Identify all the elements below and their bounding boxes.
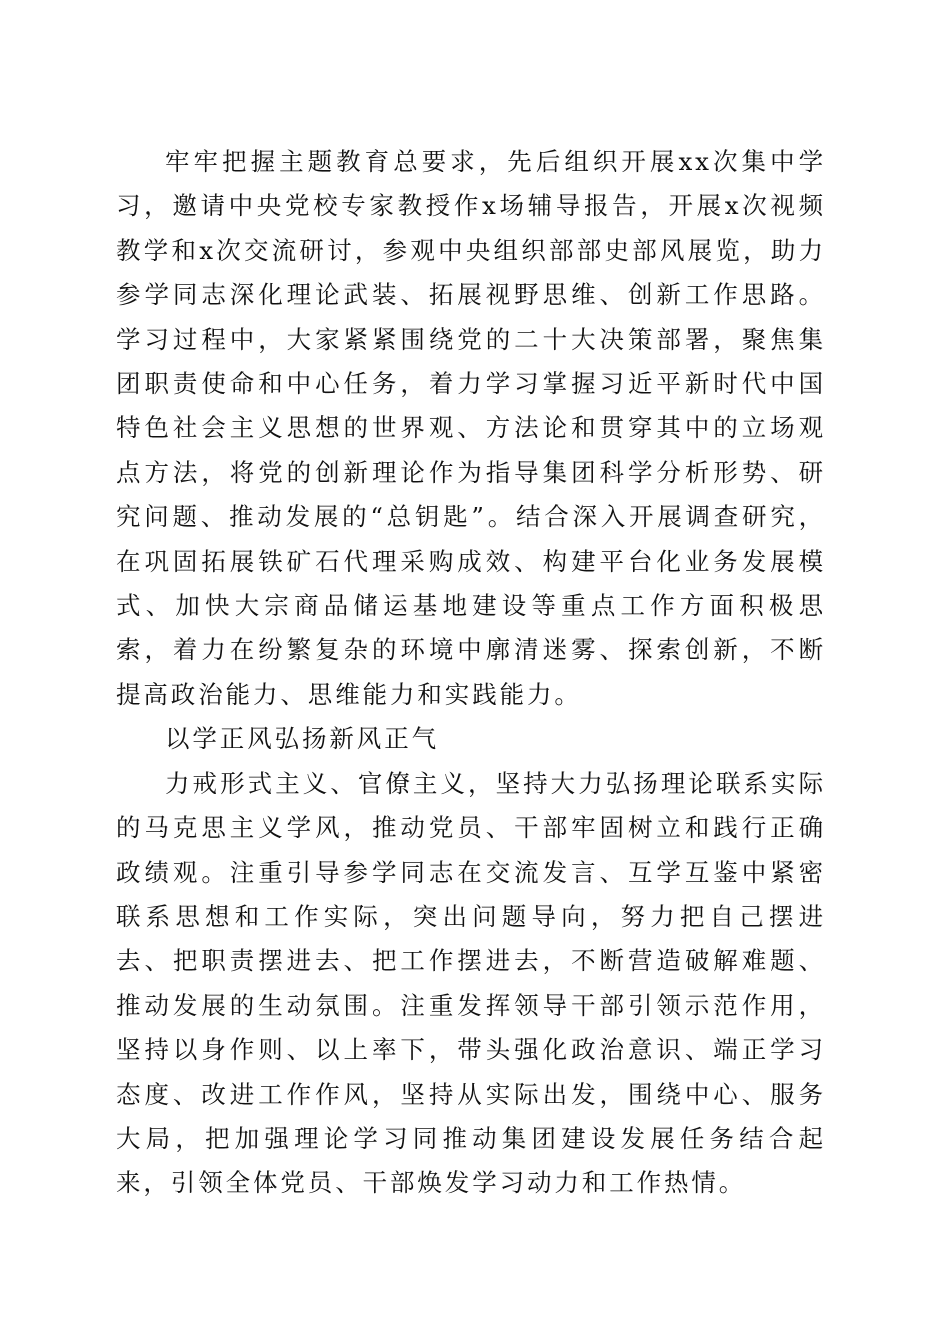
- paragraph-style-rectification: 力戒形式主义、官僚主义，坚持大力弘扬理论联系实际的马克思主义学风，推动党员、干部牢固树立和践行正确政绩观。注重引导参学同志在交流发言、互学互鉴中紧密联系思想和工作实际，突出问题导向，努力把自己摆进去、把职责摆进去、把工作摆进去，不断营造破解难题、推动发展的生动氛围。注重发挥领导干部引领示范作用，坚持以身作则、以上率下，带头强化政治意识、端正学习态度、改进工作作风，坚持从实际出发，围绕中心、服务大局，把加强理论学习同推动集团建设发展任务结合起来，引领全体党员、干部焕发学习动力和工作热情。: [116, 768, 826, 1198]
- section-heading-style: 以学正风弘扬新风正气: [165, 724, 439, 754]
- document-body: [116, 140, 826, 1206]
- paragraph-study-activities: 牢牢把握主题教育总要求，先后组织开展xx次集中学习，邀请中央党校专家教授作x场辅导报告，开展x次视频教学和x次交流研讨，参观中央组织部部史部风展览，助力参学同志深化理论武装、拓展视野思维、创新工作思路。学习过程中，大家紧紧围绕党的二十大决策部署，聚焦集团职责使命和中心任务，着力学习掌握习近平新时代中国特色社会主义思想的世界观、方法论和贯穿其中的立场观点方法，将党的创新理论作为指导集团科学分析形势、研究问题、推动发展的“总钥匙”。结合深入开展调查研究，在巩固拓展铁矿石代理采购成效、构建平台化业务发展模式、加快大宗商品储运基地建设等重点工作方面积极思索，着力在纷繁复杂的环境中廓清迷雾、探索创新，不断提高政治能力、思维能力和实践能力。: [116, 147, 826, 709]
